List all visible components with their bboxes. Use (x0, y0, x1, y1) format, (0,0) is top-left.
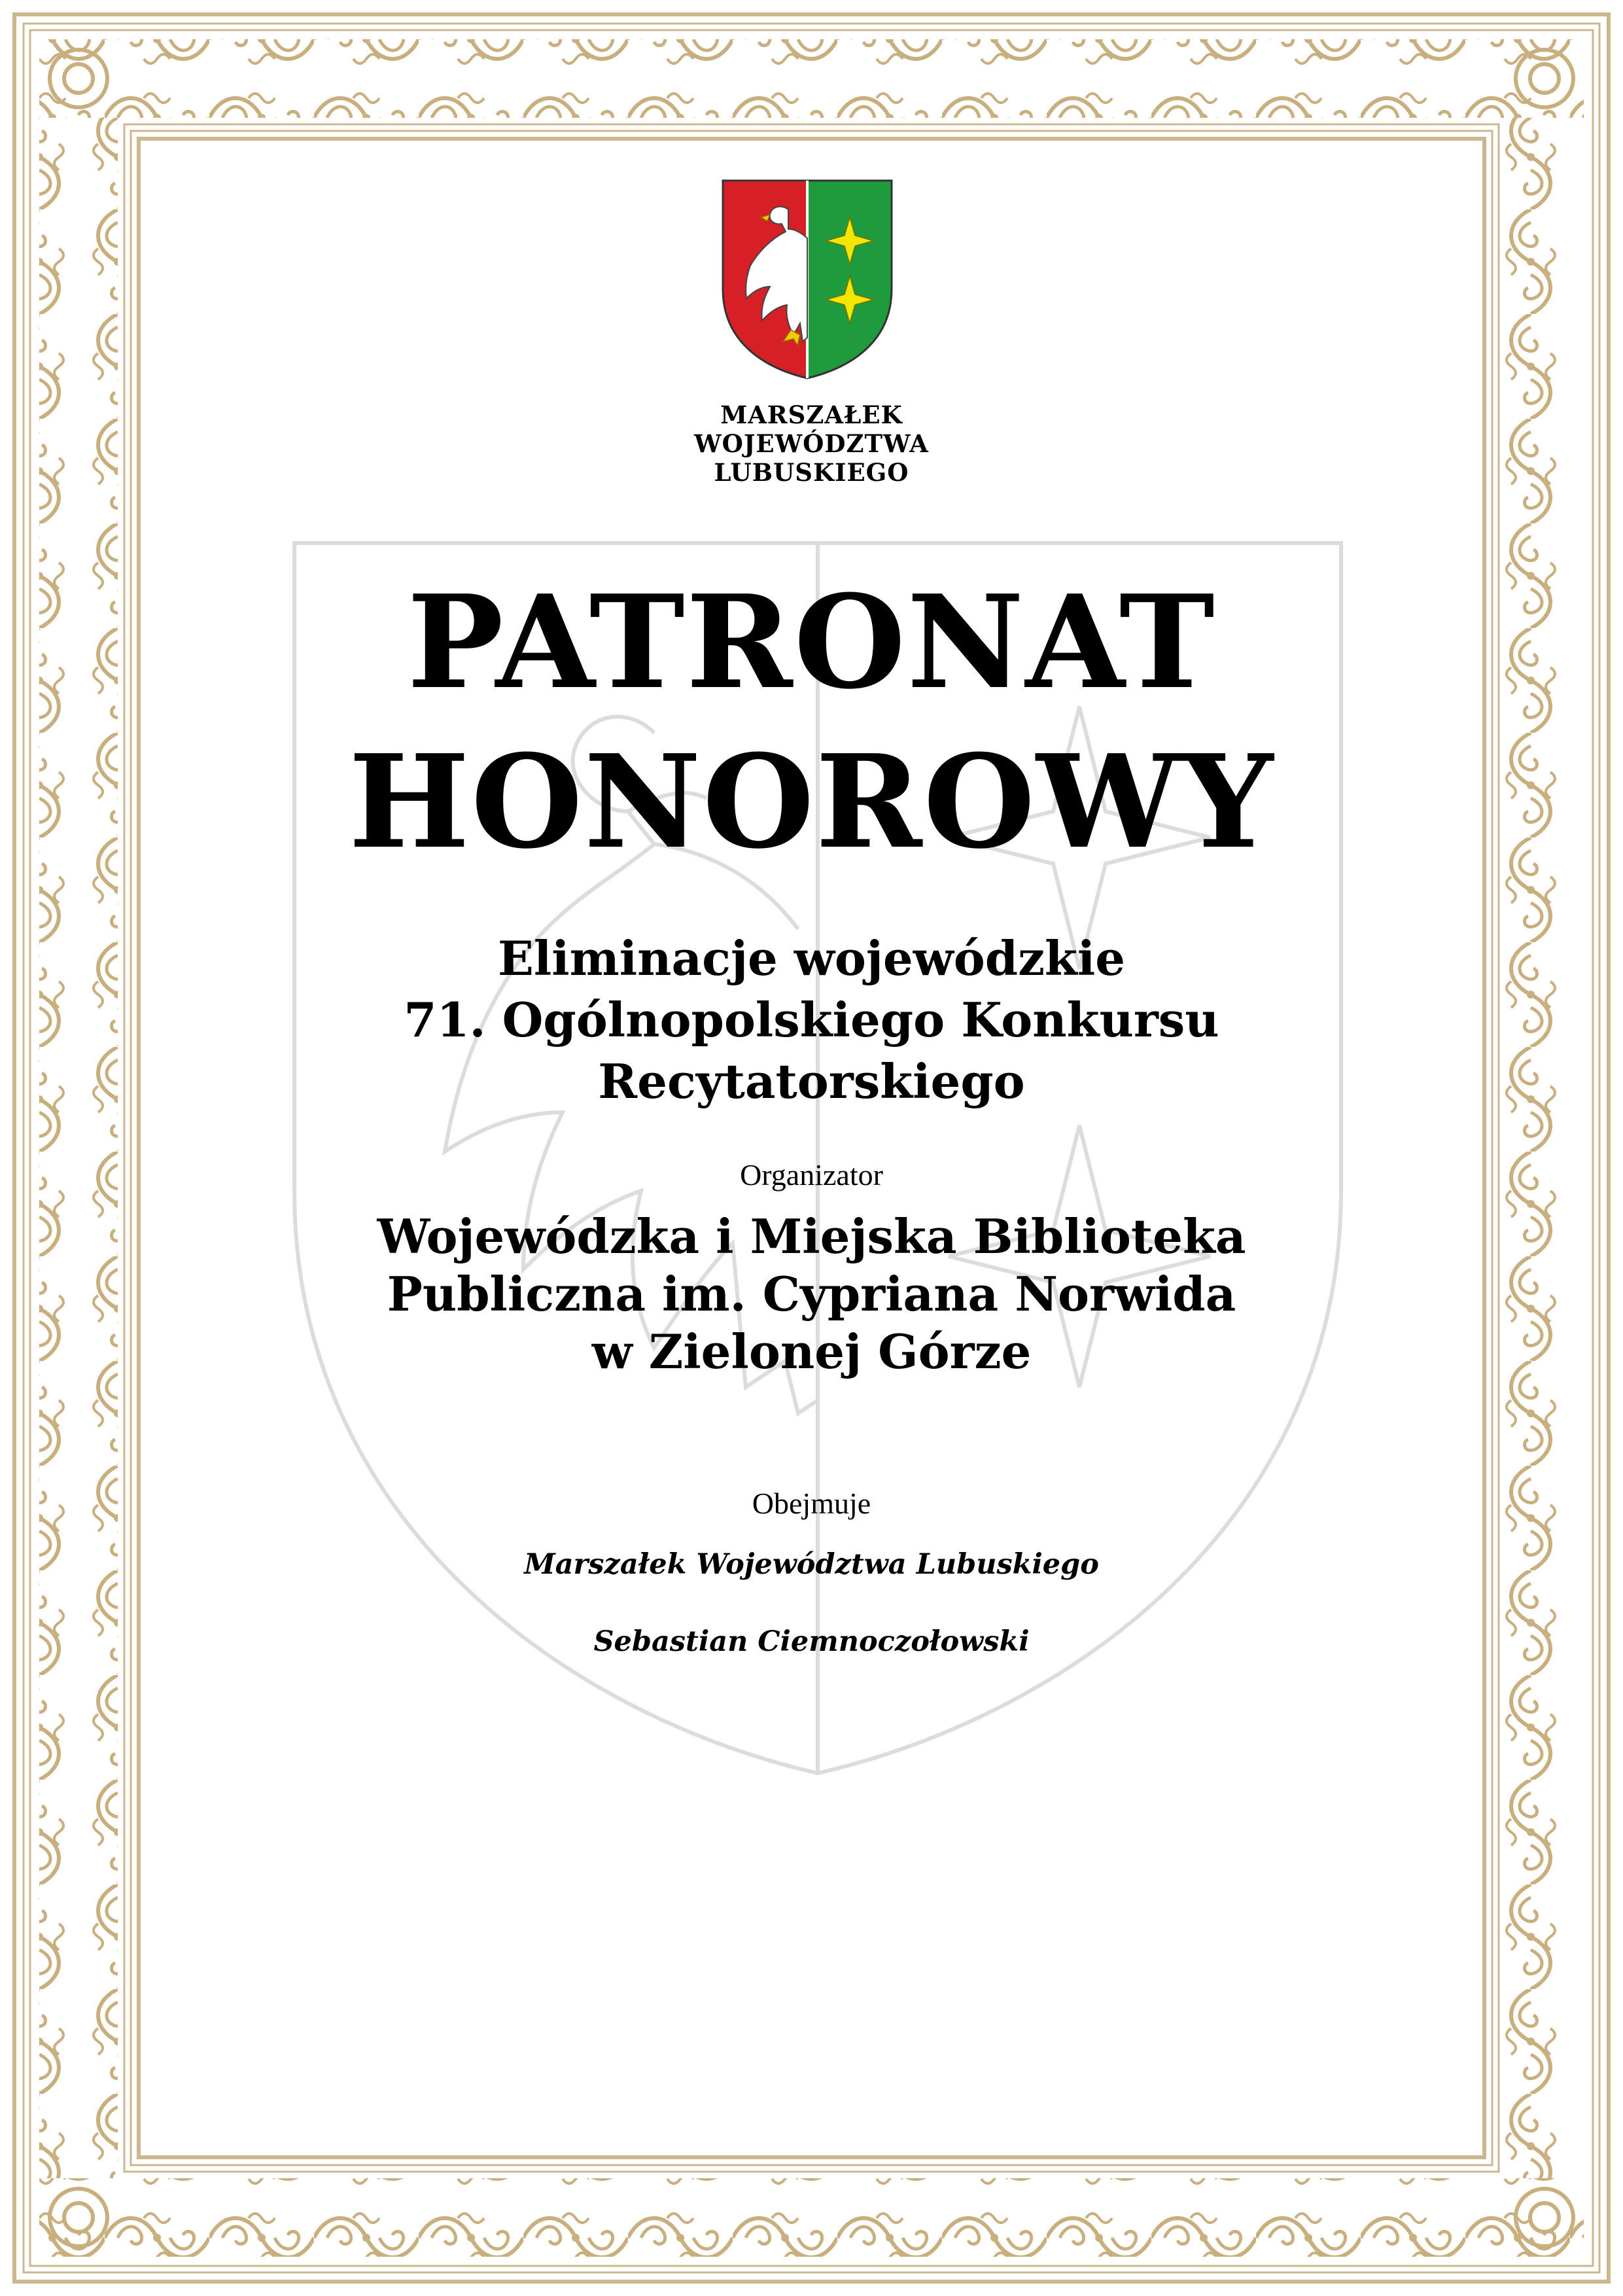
issuer-line: MARSZAŁEK (720, 400, 903, 429)
issuer-line: WOJEWÓDZTWA (694, 429, 929, 458)
patron-name: Sebastian Ciemnoczołowski (593, 1625, 1030, 1658)
organizer-line: Wojewódzka i Miejska Biblioteka (377, 1209, 1246, 1264)
organizer-line: w Zielonej Górze (591, 1324, 1032, 1379)
organizer-label: Organizator (740, 1158, 883, 1192)
patron-title: Marszałek Województwa Lubuskiego (524, 1548, 1099, 1581)
organizer-name (0, 1208, 1623, 1381)
patron-label: Obejmuje (752, 1487, 871, 1520)
event-name (0, 928, 1623, 1112)
issuer-heading (0, 400, 1623, 487)
title-line: HONOROWY (348, 727, 1275, 877)
page-title (0, 563, 1623, 882)
coat-of-arms-icon (720, 178, 894, 381)
event-line: Eliminacje wojewódzkie (497, 930, 1126, 986)
event-line: 71. Ogólnopolskiego Konkursu (404, 992, 1219, 1048)
event-line: Recytatorskiego (598, 1053, 1025, 1109)
organizer-line: Publiczna im. Cypriana Norwida (387, 1266, 1236, 1322)
title-line: PATRONAT (407, 567, 1216, 718)
issuer-line: LUBUSKIEGO (714, 458, 909, 487)
